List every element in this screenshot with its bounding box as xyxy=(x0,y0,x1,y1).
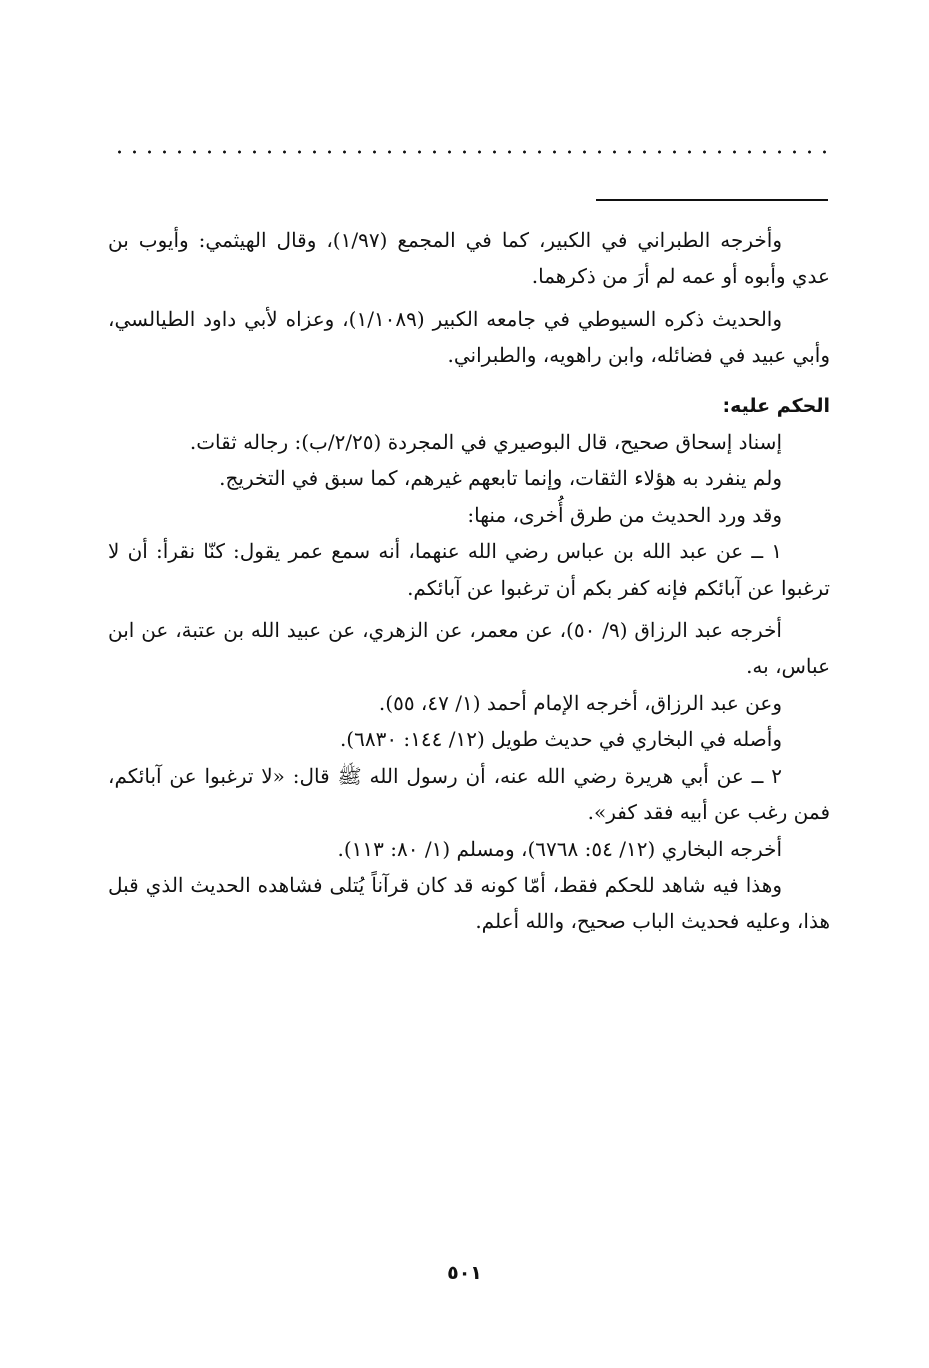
dotted-separator xyxy=(112,150,828,154)
ruling-paragraph-6: وعن عبد الرزاق، أخرجه الإمام أحمد (١/ ٤٧، ٥٥). xyxy=(378,690,782,715)
ruling-heading: الحكم عليه: xyxy=(722,394,830,417)
ruling-paragraph-10: وهذا فيه شاهد للحكم فقط، أمّا كونه قد كان قرآناً يُتلى فشاهده الحديث الذي قبل هذا، وعليه فحديث الباب صحيح، والله أعلم. xyxy=(108,872,830,934)
ruling-paragraph-9: أخرجه البخاري (١٢/ ٥٤: ٦٧٦٨)، ومسلم (١/ ٨٠: ١١٣). xyxy=(337,836,782,861)
ruling-paragraph-7: وأصله في البخاري في حديث طويل (١٢/ ١٤٤: ٦٨٣٠). xyxy=(339,727,782,752)
page-number: ٥٠١ xyxy=(447,1262,482,1284)
footnote-paragraph-2: والحديث ذكره السيوطي في جامعه الكبير (١/١٠٨٩)، وعزاه لأبي داود الطيالسي، وأبي عبيد في فضائله، وابن راهويه، والطبراني. xyxy=(108,306,830,368)
page-body xyxy=(108,222,830,940)
ruling-paragraph-8: ٢ ــ عن أبي هريرة رضي الله عنه، أن رسول الله ﷺ قال: «لا ترغبوا عن آبائكم، فمن رغب عن أبيه فقد كفر». xyxy=(108,763,830,825)
ruling-paragraph-2: ولم ينفرد به هؤلاء الثقات، وإنما تابعهم غيرهم، كما سبق في التخريج. xyxy=(219,466,782,491)
ruling-paragraph-5: أخرجه عبد الرزاق (٩/ ٥٠)، عن معمر، عن الزهري، عن عبيد الله بن عتبة، عن ابن عباس، به. xyxy=(108,618,830,679)
ruling-paragraph-1: إسناد إسحاق صحيح، قال البوصيري في المجردة (٢/٢٥/ب): رجاله ثقات. xyxy=(189,430,782,455)
ruling-paragraph-4: ١ ــ عن عبد الله بن عباس رضي الله عنهما، أنه سمع عمر يقول: كنّا نقرأ: أن لا ترغبوا عن آبائكم فإنه كفر بكم أن ترغبوا عن آبائكم. xyxy=(108,539,830,600)
footnote-rule xyxy=(596,199,828,201)
ruling-paragraph-3: وقد ورد الحديث من طرق أُخرى، منها: xyxy=(467,502,782,527)
footnote-paragraph-1: وأخرجه الطبراني في الكبير، كما في المجمع (١/٩٧)، وقال الهيثمي: وأيوب بن عدي وأبوه أو عمه لم أرَ من ذكرهما. xyxy=(108,228,830,289)
